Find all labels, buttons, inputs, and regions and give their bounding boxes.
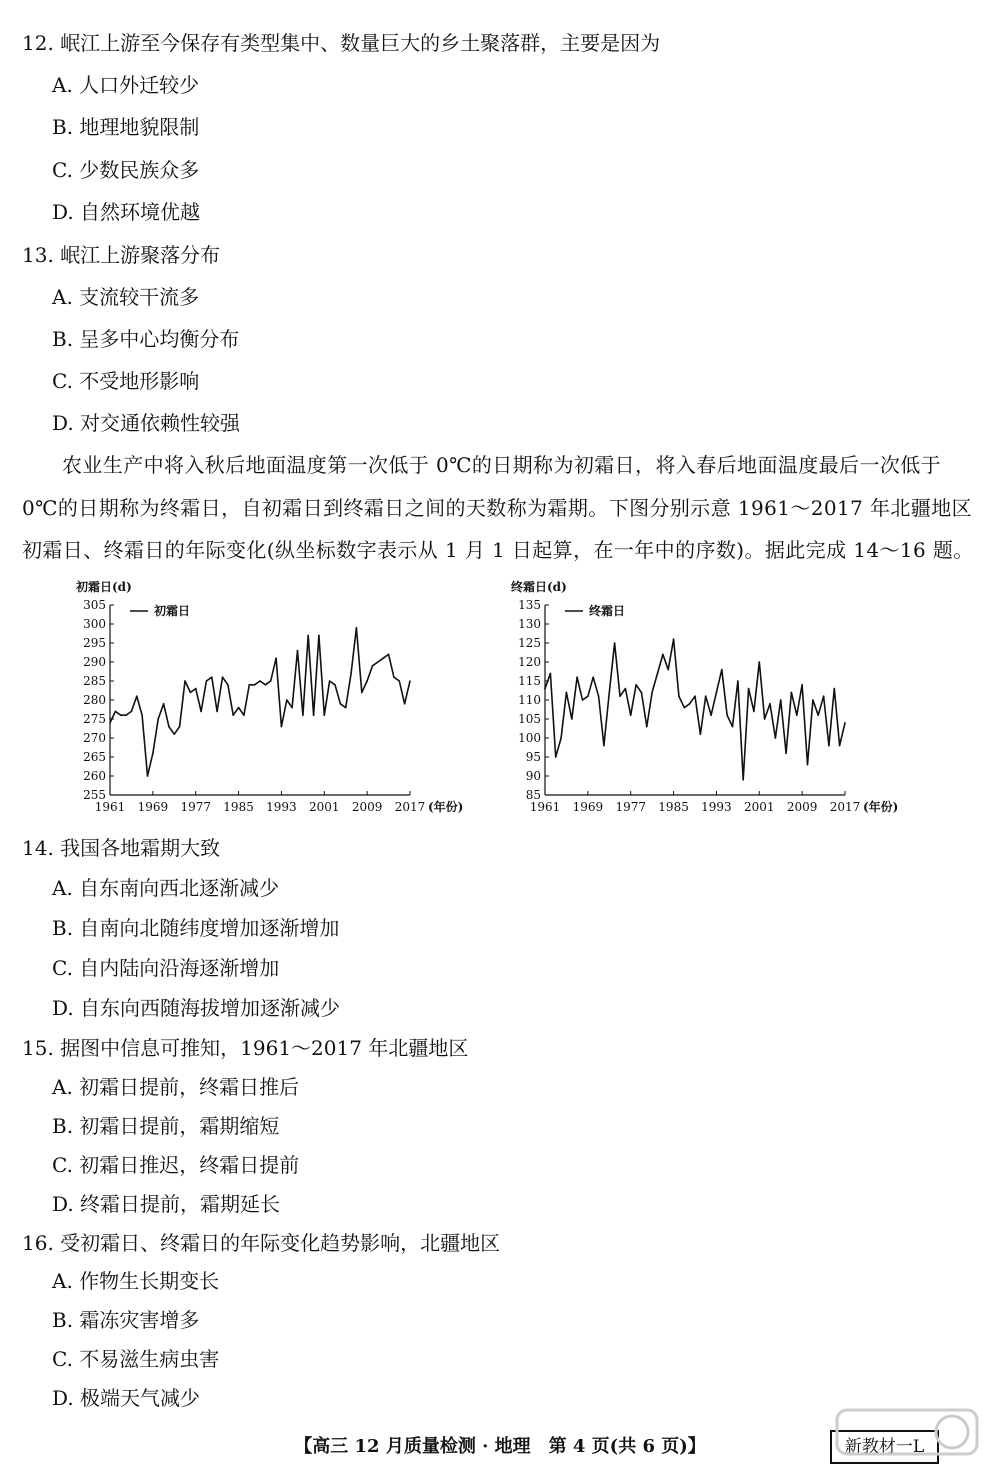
question-14-option-d: D. 自东向西随海拔增加逐渐减少 xyxy=(52,996,341,1020)
data-point xyxy=(382,657,384,659)
data-point xyxy=(141,714,143,716)
data-point xyxy=(179,726,181,728)
question-15-option-a: A. 初霜日提前，终霜日推后 xyxy=(52,1075,300,1099)
data-point xyxy=(259,680,261,682)
x-tick-label: 1993 xyxy=(266,800,297,814)
data-point xyxy=(785,752,787,754)
data-point xyxy=(721,669,723,671)
x-axis-label: (年份) xyxy=(863,800,899,814)
data-point xyxy=(291,707,293,709)
data-point xyxy=(157,718,159,720)
data-point xyxy=(131,711,133,713)
x-tick-label: 1969 xyxy=(137,800,169,814)
data-point xyxy=(566,692,568,694)
data-point xyxy=(286,699,288,701)
edition-badge: 新教材一L xyxy=(830,1430,939,1464)
data-point xyxy=(657,673,659,675)
data-point xyxy=(571,718,573,720)
question-13-stem: 13. 岷江上游聚落分布 xyxy=(22,243,221,267)
data-point xyxy=(227,684,229,686)
series-line xyxy=(545,639,845,780)
y-tick-label: 285 xyxy=(83,674,106,688)
data-point xyxy=(190,692,192,694)
x-tick-label: 2009 xyxy=(351,800,383,814)
data-point xyxy=(662,654,664,656)
data-point xyxy=(366,680,368,682)
data-point xyxy=(742,779,744,781)
question-12-option-c: C. 少数民族众多 xyxy=(52,158,200,182)
y-tick-label: 135 xyxy=(518,598,541,612)
passage-line-2: 0℃的日期称为终霜日，自初霜日到终霜日之间的天数称为霜期。下图分别示意 1961～2017 年北疆地区 xyxy=(22,496,973,520)
legend-label: 初霜日 xyxy=(154,604,191,618)
data-point xyxy=(716,692,718,694)
data-point xyxy=(598,695,600,697)
data-point xyxy=(550,673,552,675)
x-tick-label: 2009 xyxy=(786,800,818,814)
y-tick-label: 290 xyxy=(83,655,106,669)
data-point xyxy=(125,714,127,716)
data-point xyxy=(211,676,213,678)
last-frost-chart-svg xyxy=(505,575,915,825)
data-point xyxy=(377,661,379,663)
data-point xyxy=(667,669,669,671)
watermark-logo xyxy=(832,1402,982,1462)
question-16-option-c: C. 不易滋生病虫害 xyxy=(52,1347,220,1371)
data-point xyxy=(726,714,728,716)
question-16-option-d: D. 极端天气减少 xyxy=(52,1386,201,1410)
question-12-stem: 12. 岷江上游至今保存有类型集中、数量巨大的乡土聚落群，主要是因为 xyxy=(22,31,661,55)
data-point xyxy=(323,714,325,716)
question-13-option-c: C. 不受地形影响 xyxy=(52,369,200,393)
x-tick-label: 2017 xyxy=(829,800,861,814)
data-point xyxy=(340,703,342,705)
data-point xyxy=(275,657,277,659)
data-point xyxy=(710,714,712,716)
y-tick-label: 305 xyxy=(83,598,106,612)
y-tick-label: 105 xyxy=(518,712,541,726)
data-point xyxy=(828,745,830,747)
question-15-option-c: C. 初霜日推迟，终霜日提前 xyxy=(52,1153,300,1177)
data-point xyxy=(265,684,267,686)
data-point xyxy=(592,676,594,678)
y-tick-label: 270 xyxy=(83,731,106,745)
passage-line-1: 农业生产中将入秋后地面温度第一次低于 0℃的日期称为初霜日，将入春后地面温度最后一次低于 xyxy=(62,453,942,477)
data-point xyxy=(705,695,707,697)
x-tick-label: 1961 xyxy=(529,800,561,814)
data-point xyxy=(582,699,584,701)
x-tick-label: 1985 xyxy=(658,800,689,814)
question-13-option-a: A. 支流较干流多 xyxy=(52,285,200,309)
data-point xyxy=(232,714,234,716)
data-point xyxy=(254,684,256,686)
x-tick-label: 2001 xyxy=(309,800,340,814)
data-point xyxy=(673,638,675,640)
data-point xyxy=(844,722,846,724)
data-point xyxy=(302,714,304,716)
y-axis-label: 初霜日(d) xyxy=(76,580,132,594)
y-tick-label: 260 xyxy=(83,769,106,783)
data-point xyxy=(635,684,637,686)
data-point xyxy=(544,688,546,690)
data-point xyxy=(356,627,358,629)
series-line xyxy=(110,628,410,776)
data-point xyxy=(630,714,632,716)
data-point xyxy=(115,711,117,713)
data-point xyxy=(281,726,283,728)
data-point xyxy=(243,714,245,716)
x-tick-label: 2017 xyxy=(394,800,426,814)
y-tick-label: 120 xyxy=(518,655,541,669)
y-tick-label: 100 xyxy=(518,731,541,745)
data-point xyxy=(689,703,691,705)
data-point xyxy=(753,711,755,713)
data-point xyxy=(732,726,734,728)
y-axis-label: 终霜日(d) xyxy=(511,580,567,594)
question-16-option-b: B. 霜冻灾害增多 xyxy=(52,1308,200,1332)
x-tick-label: 1993 xyxy=(701,800,732,814)
y-tick-label: 125 xyxy=(518,636,541,650)
data-point xyxy=(775,737,777,739)
y-tick-label: 275 xyxy=(83,712,106,726)
data-point xyxy=(409,680,411,682)
data-point xyxy=(587,695,589,697)
data-point xyxy=(619,695,621,697)
question-14-option-c: C. 自内陆向沿海逐渐增加 xyxy=(52,956,280,980)
data-point xyxy=(350,673,352,675)
data-point xyxy=(576,676,578,678)
data-point xyxy=(791,692,793,694)
data-point xyxy=(109,722,111,724)
data-point xyxy=(812,699,814,701)
data-point xyxy=(817,714,819,716)
data-point xyxy=(694,695,696,697)
data-point xyxy=(404,703,406,705)
question-14-option-a: A. 自东南向西北逐渐减少 xyxy=(52,876,280,900)
question-12-option-a: A. 人口外迁较少 xyxy=(52,73,200,97)
data-point xyxy=(200,711,202,713)
data-point xyxy=(614,642,616,644)
x-tick-label: 1969 xyxy=(572,800,604,814)
x-axis-label: (年份) xyxy=(428,800,464,814)
page-footer: 【高三 12 月质量检测 · 地理 第 4 页(共 6 页)】 xyxy=(294,1436,706,1457)
legend-label: 终霜日 xyxy=(589,604,626,618)
data-point xyxy=(297,650,299,652)
data-point xyxy=(769,703,771,705)
y-tick-label: 295 xyxy=(83,636,106,650)
data-point xyxy=(318,635,320,637)
data-point xyxy=(625,688,627,690)
last-frost-chart xyxy=(505,575,915,825)
data-point xyxy=(361,692,363,694)
data-point xyxy=(195,688,197,690)
question-12-option-d: D. 自然环境优越 xyxy=(52,200,201,224)
data-point xyxy=(608,692,610,694)
question-13-option-d: D. 对交通依赖性较强 xyxy=(52,411,241,435)
y-tick-label: 130 xyxy=(518,617,541,631)
data-point xyxy=(307,635,309,637)
data-point xyxy=(372,665,374,667)
data-point xyxy=(168,726,170,728)
question-12-option-b: B. 地理地貌限制 xyxy=(52,115,200,139)
question-15-option-b: B. 初霜日提前，霜期缩短 xyxy=(52,1114,280,1138)
data-point xyxy=(555,756,557,758)
data-point xyxy=(345,707,347,709)
data-point xyxy=(206,680,208,682)
x-tick-label: 1961 xyxy=(94,800,126,814)
y-tick-label: 280 xyxy=(83,693,106,707)
y-tick-label: 300 xyxy=(83,617,106,631)
data-point xyxy=(796,714,798,716)
question-16-option-a: A. 作物生长期变长 xyxy=(52,1269,220,1293)
data-point xyxy=(173,733,175,735)
data-point xyxy=(147,775,149,777)
data-point xyxy=(678,695,680,697)
x-tick-label: 2001 xyxy=(744,800,775,814)
data-point xyxy=(334,684,336,686)
question-14-option-b: B. 自南向北随纬度增加逐渐增加 xyxy=(52,916,340,940)
question-13-option-b: B. 呈多中心均衡分布 xyxy=(52,327,240,351)
data-point xyxy=(748,688,750,690)
y-tick-label: 110 xyxy=(518,693,541,707)
data-point xyxy=(248,684,250,686)
data-point xyxy=(136,695,138,697)
data-point xyxy=(163,703,165,705)
first-frost-chart xyxy=(70,575,480,825)
data-point xyxy=(216,711,218,713)
data-point xyxy=(270,680,272,682)
data-point xyxy=(807,764,809,766)
data-point xyxy=(737,680,739,682)
y-tick-label: 115 xyxy=(518,674,541,688)
data-point xyxy=(184,680,186,682)
passage-line-3: 初霜日、终霜日的年际变化(纵坐标数字表示从 1 月 1 日起算，在一年中的序数)。据此完成 14～16 题。 xyxy=(22,538,974,562)
data-point xyxy=(603,745,605,747)
data-point xyxy=(764,718,766,720)
question-15-stem: 15. 据图中信息可推知，1961～2017 年北疆地区 xyxy=(22,1036,469,1060)
data-point xyxy=(388,654,390,656)
x-tick-label: 1977 xyxy=(615,800,646,814)
y-tick-label: 265 xyxy=(83,750,106,764)
data-point xyxy=(222,676,224,678)
data-point xyxy=(152,752,154,754)
data-point xyxy=(120,714,122,716)
data-point xyxy=(313,714,315,716)
data-point xyxy=(700,733,702,735)
data-point xyxy=(641,692,643,694)
data-point xyxy=(560,737,562,739)
data-point xyxy=(651,692,653,694)
x-tick-label: 1985 xyxy=(223,800,254,814)
data-point xyxy=(780,699,782,701)
data-point xyxy=(683,707,685,709)
question-16-stem: 16. 受初霜日、终霜日的年际变化趋势影响，北疆地区 xyxy=(22,1231,501,1255)
data-point xyxy=(398,680,400,682)
x-tick-label: 1977 xyxy=(180,800,211,814)
data-point xyxy=(238,707,240,709)
data-point xyxy=(646,726,648,728)
y-tick-label: 95 xyxy=(525,750,541,764)
data-point xyxy=(801,684,803,686)
y-tick-label: 255 xyxy=(83,788,106,802)
data-point xyxy=(823,695,825,697)
first-frost-chart-svg xyxy=(70,575,480,825)
data-point xyxy=(833,688,835,690)
question-15-option-d: D. 终霜日提前，霜期延长 xyxy=(52,1192,281,1216)
data-point xyxy=(758,661,760,663)
data-point xyxy=(393,676,395,678)
question-14-stem: 14. 我国各地霜期大致 xyxy=(22,836,221,860)
y-tick-label: 90 xyxy=(525,769,541,783)
data-point xyxy=(329,680,331,682)
y-tick-label: 85 xyxy=(525,788,541,802)
data-point xyxy=(839,745,841,747)
